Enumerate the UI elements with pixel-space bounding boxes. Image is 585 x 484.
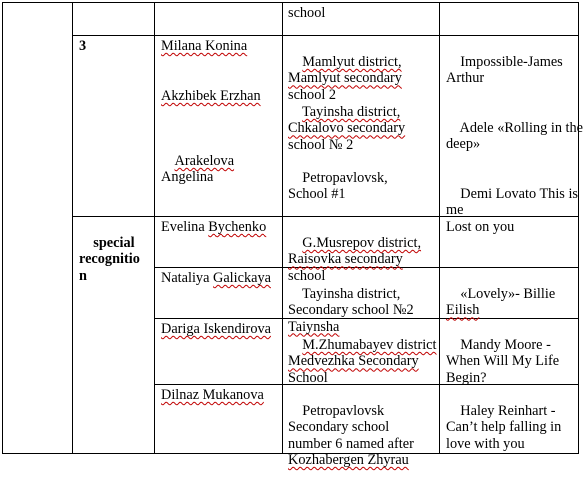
school-line: Tayinsha district, xyxy=(302,286,401,303)
song-line: Begin? xyxy=(446,369,487,386)
song-line: When Will My Life xyxy=(446,353,560,370)
song-line: Arthur xyxy=(446,70,485,87)
song-cell-text xyxy=(446,104,583,169)
song-line: «Lovely»- Billie xyxy=(460,286,556,303)
song-line: love with you xyxy=(446,435,525,452)
row-line xyxy=(72,35,579,36)
name-part: Galickaya xyxy=(213,270,271,286)
song-cell-text xyxy=(446,387,561,468)
song-cell-text xyxy=(446,38,563,103)
school-line: Chkalovo secondary xyxy=(288,120,406,137)
table-border-left xyxy=(2,2,3,454)
school-line: school 2 xyxy=(288,86,337,103)
column-line xyxy=(439,2,440,454)
special-recognition-label xyxy=(79,219,140,300)
school-line: Secondary school №2 xyxy=(288,302,414,319)
school-line: school № 2 xyxy=(288,136,354,153)
song-line: Mandy Moore - xyxy=(460,337,551,354)
name-line: Arakelova xyxy=(174,153,235,170)
school-line: Medvezhka Secondary xyxy=(288,353,419,370)
name-line: Angelina xyxy=(161,169,214,186)
school-line: G.Musrepov district, xyxy=(302,235,422,252)
school-line: Raisovka secondary xyxy=(288,251,403,268)
column-line xyxy=(282,2,283,454)
column-line xyxy=(154,2,155,454)
song-line: Can’t help falling in xyxy=(446,419,562,436)
place-label: 3 xyxy=(79,38,87,54)
name-part: Bychenko xyxy=(208,219,267,235)
song-line: Haley Reinhart - xyxy=(460,403,556,420)
school-line: Kozhabergen Zhyrau xyxy=(288,451,409,468)
participant-name: Dariga Iskendirova xyxy=(161,321,271,337)
school-cell-text xyxy=(288,387,414,484)
school-line: Petropavlovsk, xyxy=(302,170,388,187)
song-line: Impossible-James xyxy=(460,54,563,71)
participant-name: Dilnaz Mukanova xyxy=(161,387,264,403)
school-cell-text: school xyxy=(288,5,326,21)
school-line: School #1 xyxy=(288,186,346,203)
school-line: Petropavlovsk xyxy=(302,403,385,420)
participant-name: Evelina Bychenko xyxy=(161,219,267,235)
table-border-right xyxy=(578,2,579,454)
participant-name: Nataliya Galickaya xyxy=(161,270,271,286)
school-line: Mamlyut secondary xyxy=(288,70,402,87)
label-line: recognitio xyxy=(79,251,140,268)
label-line: n xyxy=(79,267,87,284)
school-line: School xyxy=(288,369,328,386)
song-line: Eilish xyxy=(446,302,480,319)
school-cell-text xyxy=(288,154,388,219)
song-line: Demi Lovato This is xyxy=(460,186,578,203)
column-line xyxy=(72,2,73,454)
table-border-top xyxy=(2,2,579,3)
school-line: school xyxy=(288,267,326,284)
song-line: Adele «Rolling in the xyxy=(459,120,584,137)
school-line: Tayinsha district, xyxy=(302,104,401,121)
participant-name: Akzhibek Erzhan xyxy=(161,88,261,104)
school-line: Taiynsha xyxy=(288,318,340,335)
song-line: me xyxy=(446,202,464,219)
school-line: Mamlyut district, xyxy=(302,54,402,71)
school-line: M.Zhumabayev district xyxy=(302,337,437,354)
participant-name xyxy=(161,137,234,202)
song-cell-text: Lost on you xyxy=(446,219,515,235)
song-line: deep» xyxy=(446,136,481,153)
school-line: number 6 named after xyxy=(288,435,414,452)
label-line: special xyxy=(93,235,135,252)
participant-name: Milana Konina xyxy=(161,38,248,54)
school-line: Secondary school xyxy=(288,419,390,436)
